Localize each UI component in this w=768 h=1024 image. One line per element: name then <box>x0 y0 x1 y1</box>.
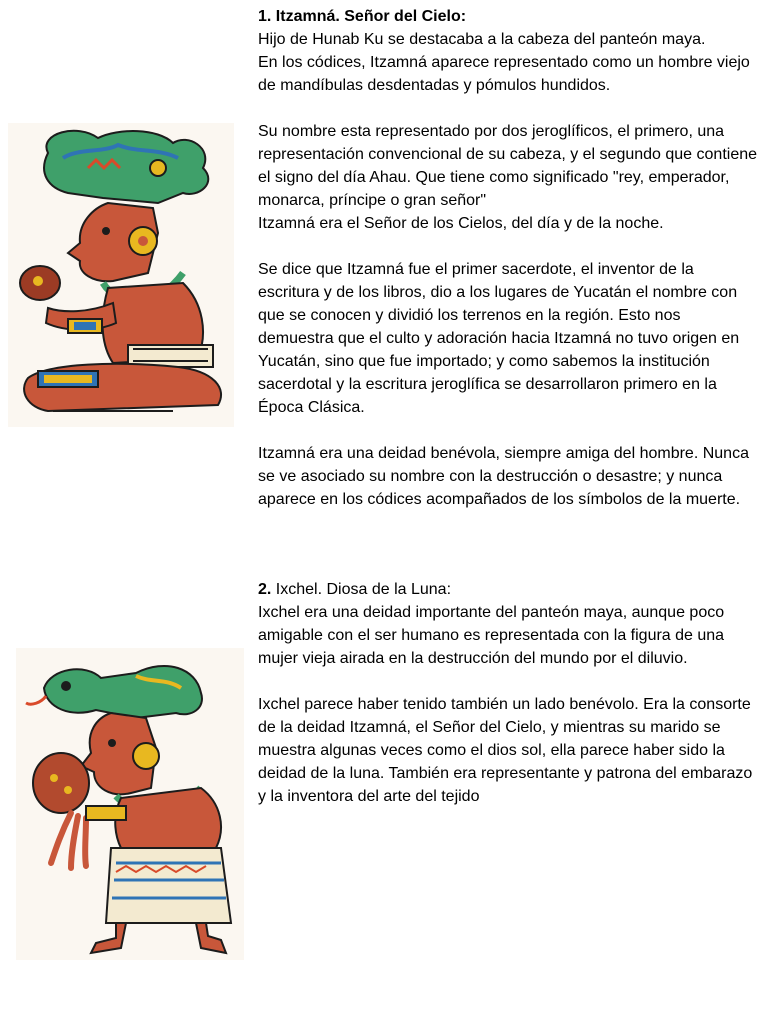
section-heading <box>258 5 758 97</box>
section-intro: Ixchel era una deidad importante del panteón maya, aunque poco amigable con el ser humano es representada con la figura de una mujer vieja airada en la destrucción del mundo por el diluvio. <box>258 604 725 667</box>
section-ixchel <box>258 578 758 808</box>
itzamna-illustration <box>8 123 234 427</box>
paragraph: Ixchel parece haber tenido también un lado benévolo. Era la consorte de la deidad Itzamná, el Señor del Cielo, y mientras su marido se muestra algunas veces como el dios sol, ella parece haber sido la deidad de la luna. También era representante y patrona del embarazo y la inventora del arte del tejido <box>258 696 753 805</box>
paragraph: Se dice que Itzamná fue el primer sacerdote, el inventor de la escritura y de los libros, dio a los lugares de Yucatán el nombre con que se conocen y dividió los terrenos en la región. Esto nos demuestra que el culto y adoración hacia Itzamná no tuvo origen en Yucatán, sino que fue importado; y como sabemos la institución sacerdotal y la escritura jeroglífica se desarrollaron primero en la Época Clásica. <box>258 261 740 416</box>
paragraph: Su nombre esta representado por dos jeroglíficos, el primero, una representación convencional de su cabeza, y el segundo que contiene el signo del día Ahau. Que tiene como significado "rey, emperador, monarca, príncipe o gran señor" Itzamná era el Señor de los Cielos, del día y de la noche. <box>258 123 758 232</box>
section-heading <box>258 578 758 670</box>
section-itzamna <box>258 5 758 511</box>
section-number: 2. <box>258 581 272 598</box>
section-intro: Hijo de Hunab Ku se destacaba a la cabeza del panteón maya. En los códices, Itzamná aparece representado como un hombre viejo de mandíbulas desdentadas y pómulos hundidos. <box>258 31 750 94</box>
section-number: 1. <box>258 8 272 25</box>
paragraph: Itzamná era una deidad benévola, siempre amiga del hombre. Nunca se ve asociado su nombre con la destrucción o desastre; y nunca aparece en los códices acompañados de los símbolos de la muerte. <box>258 445 749 508</box>
section-title: Ixchel. Diosa de la Luna: <box>275 581 452 598</box>
section-title: Itzamná. Señor del Cielo: <box>275 8 467 25</box>
ixchel-illustration <box>16 648 244 960</box>
